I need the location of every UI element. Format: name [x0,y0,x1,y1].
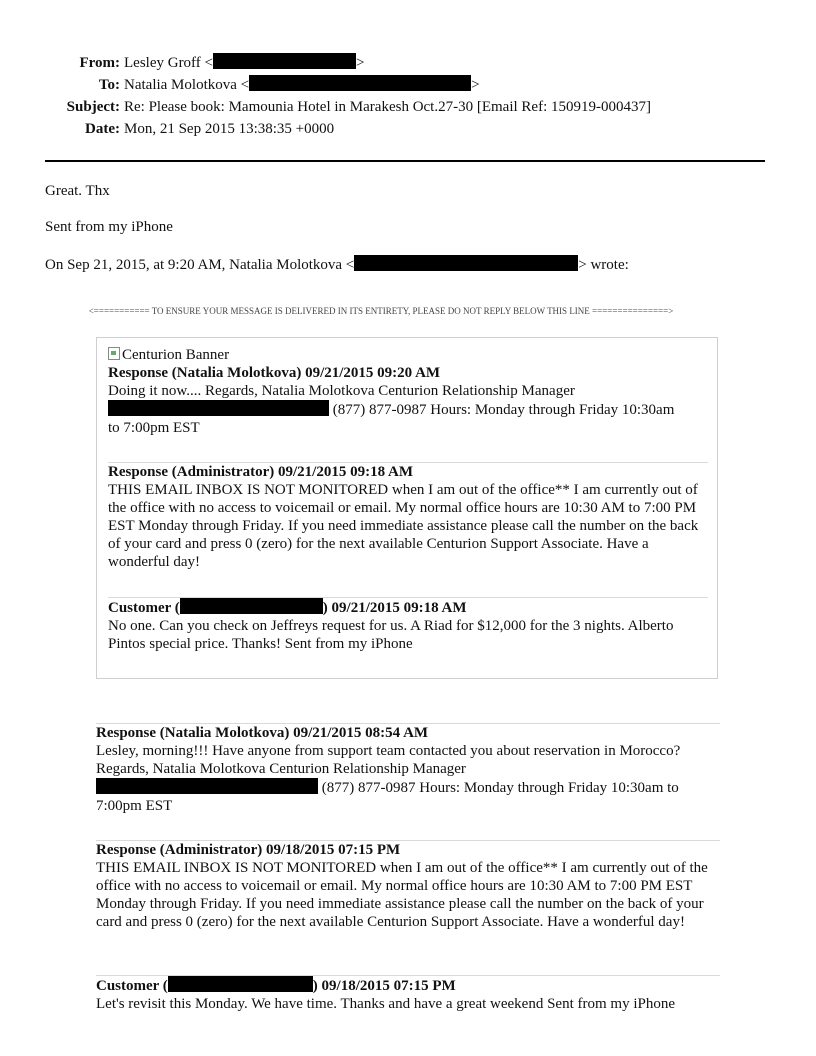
thread-entry [108,598,708,653]
entry-text: Doing it now.... Regards, Natalia Molotkova Centurion Relationship Manager [108,383,575,399]
reply-notice: <=========== TO ENSURE YOUR MESSAGE IS DELIVERED IN ITS ENTIRETY, PLEASE DO NOT REPLY BELOW THIS LINE ===============> [88,306,674,316]
from-row [45,52,765,74]
thread-entry [96,976,720,1013]
banner-alt-text: Centurion Banner [122,347,230,363]
entry-text-cont: 7:00pm EST [96,798,173,814]
entry-contact-text: (877) 877-0987 Hours: Monday through Friday 10:30am to [318,780,679,796]
redaction-bar [108,400,329,416]
to-value: Natalia Molotkova < [124,77,250,93]
centurion-banner [108,346,229,364]
email-header [45,52,765,140]
quote-header [45,255,629,274]
entry-title: Response (Administrator) 09/18/2015 07:15 PM [96,842,401,858]
date-value: Mon, 21 Sep 2015 13:38:35 +0000 [124,121,335,137]
from-end: > [356,55,365,71]
entry-title: Response (Natalia Molotkova) 09/21/2015 09:20 AM [108,365,441,381]
redaction-bar [168,976,313,992]
entry-text-cont: to 7:00pm EST [108,420,200,436]
entry-contact-line [96,778,720,797]
body-line-1: Great. Thx [45,183,110,199]
redaction-bar [249,75,471,91]
thread-entry [96,841,720,931]
body-signature: Sent from my iPhone [45,219,173,235]
redaction-bar [180,598,323,614]
from-label: From: [79,55,120,71]
thread-entry [108,364,708,437]
broken-image-icon [108,347,120,360]
entry-text: THIS EMAIL INBOX IS NOT MONITORED when I am out of the office** I am currently out of the office with no access to voicemail or email. My normal office hours are 10:30 AM to 7:00 PM EST Monday through Friday. If you need immediate assistance please call the number on the back of your card and press 0 (zero) for the next available Centurion Support Associate. Have a wonderful day! [96,860,708,930]
entry-title-post: ) 09/21/2015 09:18 AM [322,600,467,616]
entry-text: THIS EMAIL INBOX IS NOT MONITORED when I am out of the office** I am currently out of the office with no access to voicemail or email. My normal office hours are 10:30 AM to 7:00 PM EST Monday through Friday. If you need immediate assistance please call the number on the back of your card and press 0 (zero) for the next available Centurion Support Associate. Have a wonderful day! [108,482,699,570]
quote-header-text: On Sep 21, 2015, at 9:20 AM, Natalia Molotkova < [45,257,355,273]
entry-text: Lesley, morning!!! Have anyone from support team contacted you about reservation in Morocco? Regards, Natalia Molotkova Centurion Relationship Manager [96,743,681,777]
header-divider [45,160,765,162]
date-row [45,118,765,140]
from-value: Lesley Groff < [124,55,213,71]
entry-title: Response (Natalia Molotkova) 09/21/2015 08:54 AM [96,725,429,741]
entry-text: Let's revisit this Monday. We have time. Thanks and have a great weekend Sent from my iPhone [96,996,675,1012]
entry-contact-text: (877) 877-0987 Hours: Monday through Friday 10:30am [329,402,675,418]
entry-title [108,598,708,617]
entry-title: Response (Administrator) 09/21/2015 09:18 AM [108,464,413,480]
date-label: Date: [85,121,120,137]
entry-title-pre: Customer ( [96,978,168,994]
redaction-bar [354,255,578,271]
subject-label: Subject: [66,99,120,115]
redaction-bar [213,53,356,69]
subject-value: Re: Please book: Mamounia Hotel in Marakesh Oct.27-30 [Email Ref: 150919-000437] [124,99,651,115]
entry-title-pre: Customer ( [108,600,180,616]
to-row [45,74,765,96]
subject-row [45,96,765,118]
to-label: To: [98,77,120,93]
entry-text: No one. Can you check on Jeffreys request for us. A Riad for $12,000 for the 3 nights. Alberto Pintos special price. Thanks! Sent from my iPhone [108,618,674,652]
thread-entry [108,463,708,571]
quote-header-end: > wrote: [578,257,629,273]
entry-title-post: ) 09/18/2015 07:15 PM [312,978,456,994]
to-end: > [471,77,480,93]
redaction-bar [96,778,318,794]
entry-title [96,976,720,995]
thread-entry [96,724,720,815]
entry-contact-line [108,400,708,419]
